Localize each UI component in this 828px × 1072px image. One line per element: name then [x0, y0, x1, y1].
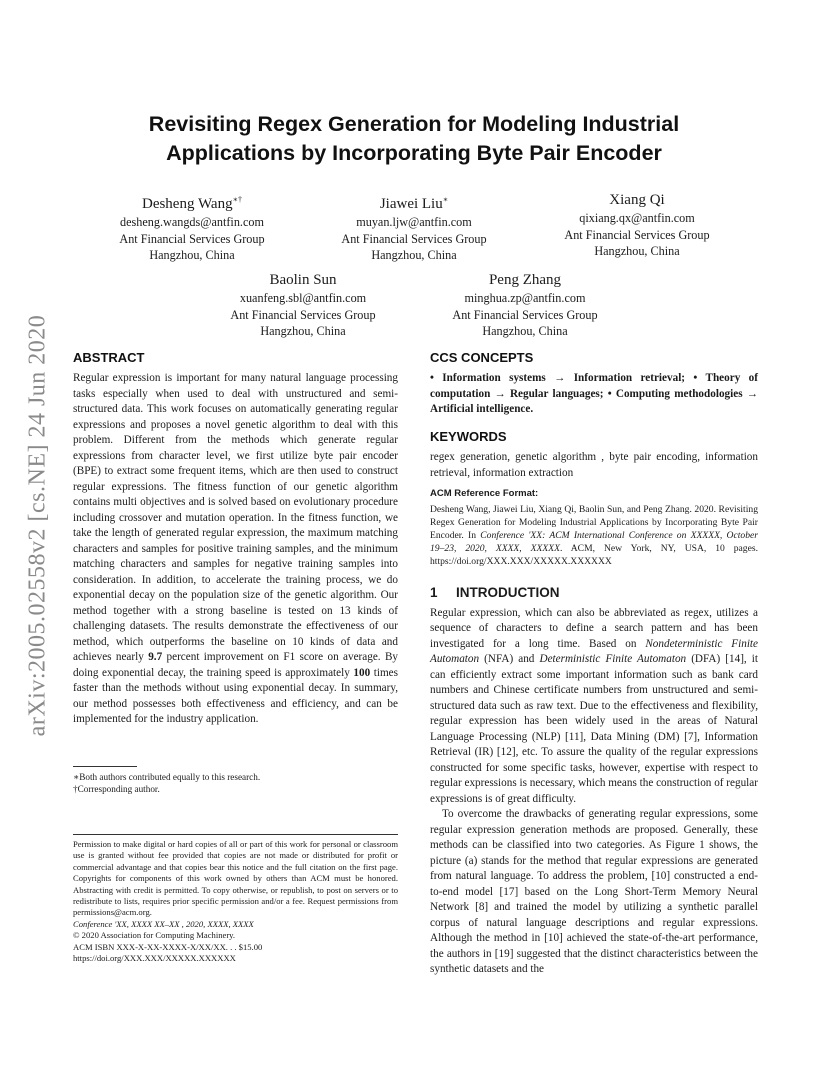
- footnote-rule: [73, 766, 137, 767]
- author-block: [527, 190, 747, 260]
- keywords-text: regex generation, genetic algorithm , byte pair encoding, information retrieval, information extraction: [430, 451, 758, 479]
- conference-line: Conference 'XX, XXXX XX–XX , 2020, XXXX, XXXX: [73, 918, 254, 929]
- acm-reference: [430, 487, 758, 568]
- author-name: Xiang Qi: [609, 192, 665, 208]
- abstract-heading: ABSTRACT: [73, 350, 145, 365]
- permission-text: Permission to make digital or hard copies of all or part of this work for personal or classroom use is granted without fee provided that copies are not made or distributed for profit or commercial advantage and that copies bear this notice and the full citation on the first page. Copyrights for components of this work owned by others than ACM must be honored. Abstracting with credit is permitted. To copy otherwise, or republish, to post on servers or to redistribute to lists, requires prior specific permission and/or a fee. Request permissions from permissions@acm.org.: [73, 839, 398, 918]
- author-org: Ant Financial Services Group: [230, 307, 376, 322]
- abstract-section: [73, 349, 398, 728]
- author-block: [415, 270, 635, 340]
- author-org: Ant Financial Services Group: [341, 231, 487, 246]
- author-email: xuanfeng.sbl@antfin.com: [239, 291, 367, 305]
- author-mark: ∗†: [232, 195, 243, 204]
- permission-block: [73, 834, 398, 964]
- author-block: [304, 190, 524, 264]
- keywords-heading: KEYWORDS: [430, 429, 507, 444]
- author-city: Hangzhou, China: [594, 244, 680, 258]
- author-org: Ant Financial Services Group: [452, 307, 598, 322]
- paper-title: [100, 110, 728, 168]
- introduction-heading: 1 INTRODUCTION: [430, 585, 560, 600]
- author-city: Hangzhou, China: [149, 248, 235, 262]
- author-org: Ant Financial Services Group: [564, 227, 710, 242]
- intro-paragraph-1: Regular expression, which can also be abbreviated as regex, utilizes a sequence of characters to define a search pattern and has been investigated for a long time. Based on Nondeterministic Finite Automaton (NFA) and Deterministic Finite Automaton (DFA) [14], it can efficiently extract some important information such as bank card numbers and Chinese certificate numbers from unstructured and semi-structured data such as raw text. Due to the effectiveness and flexibility, regular expression has been widely used in the areas of Natural Language Processing (NLP) [11], Data Mining (DM) [7], Information Retrieval (IR) [12], etc. To assure the quality of the regular expressions constructed for some specific tasks, however, expertise with respect to regular expressions is necessary, which means the construction of regular expressions is of great difficulty.: [430, 606, 759, 805]
- author-block: [82, 190, 302, 264]
- author-city: Hangzhou, China: [260, 324, 346, 338]
- isbn-line: ACM ISBN XXX-X-XX-XXXX-X/XX/XX. . . $15.00: [73, 941, 263, 952]
- ccs-section: [430, 349, 758, 418]
- author-name: Baolin Sun: [269, 272, 337, 288]
- author-city: Hangzhou, China: [371, 248, 457, 262]
- acm-reference-text: Desheng Wang, Jiawei Liu, Xiang Qi, Baolin Sun, and Peng Zhang. 2020. Revisiting Regex Generation for Modeling Industrial Applications by Incorporating Byte Pair Encoder. In Conference 'XX: ACM International Conference on XXXXX, October 19–23, 2020, XXXX, XXXXX. ACM, New York, NY, USA, 10 pages. https://doi.org/XXX.XXX/XXXXX.XXXXXX: [430, 504, 758, 567]
- ccs-heading: CCS CONCEPTS: [430, 350, 534, 365]
- author-block: [193, 270, 413, 340]
- section-number: 1: [430, 585, 438, 600]
- acm-reference-heading: ACM Reference Format:: [430, 488, 539, 499]
- introduction-section: [430, 585, 758, 978]
- title-line-1: Revisiting Regex Generation for Modeling Industrial: [148, 112, 680, 136]
- author-name: Desheng Wang: [141, 196, 233, 212]
- keywords-section: [430, 428, 758, 481]
- author-name: Peng Zhang: [488, 272, 562, 288]
- permission-rule: [73, 834, 398, 835]
- author-city: Hangzhou, China: [482, 324, 568, 338]
- author-email: muyan.ljw@antfin.com: [356, 215, 472, 229]
- author-mark: ∗: [442, 195, 449, 204]
- title-line-2: Applications by Incorporating Byte Pair Encoder: [166, 141, 662, 165]
- author-org: Ant Financial Services Group: [119, 231, 265, 246]
- author-email: minghua.zp@antfin.com: [464, 291, 586, 305]
- ccs-text: • Information systems → Information retrieval; • Theory of computation → Regular languages; • Computing methodologies → Artificial intelligence.: [430, 372, 758, 415]
- footnote-corresponding: †Corresponding author.: [73, 784, 160, 795]
- footnote-equal: ∗Both authors contributed equally to this research.: [73, 772, 261, 782]
- abstract-text: Regular expression is important for many natural language processing tasks especially when used to deal with unstructured and semi-structured data. This work focuses on automatically generating regular expressions and proposes a novel genetic algorithm to deal with this problem. Different from the methods which generate regular expressions from character level, we first utilize byte pair encoder (BPE) to extract some frequent items, which are then used to construct regular expressions. The fitness function of our genetic algorithm contains multi objectives and is solved based on evolutionary procedure including crossover and mutation operation. In the fitness function, we take the length of generated regular expression, the maximum matching characters and samples for positive training samples, and the minimum matching characters and samples for negative training samples into consideration. In addition, to accelerate the training process, we do exponential decay on the population size of the genetic algorithm. Our method together with a strong baseline is tested on 13 kinds of challenging datasets. The results demonstrate the effectiveness of our method, which outperforms the baseline on 10 kinds of data and achieves nearly 9.7 percent improvement on F1 score on average. By doing exponential decay, the training speed is approximately 100 times faster than the methods without using exponential decay. In summary, our method possesses both effectiveness and efficiency, and can be implemented for the industry application.: [73, 372, 399, 725]
- author-email: desheng.wangds@antfin.com: [120, 215, 264, 229]
- intro-paragraph-2: To overcome the drawbacks of generating regular expressions, some regular expression generation methods are proposed. Generally, these methods can be classified into two categories. As Figure 1 shows, the picture (a) stands for the method that regular expressions are generated from natural language. To address the problem, [10] constructed a end-to-end model [17] based on the Long Short-Term Memory Neural Network [8] and trained the model by utilizing a synthetic parallel corpus of natural language descriptions and regular expressions. Although the method in [10] achieved the state-of-the-art performance, the authors in [19] suggested that the distinct characteristics between the synthetic datasets and the: [430, 808, 758, 975]
- doi-line: https://doi.org/XXX.XXX/XXXXX.XXXXXX: [73, 953, 236, 964]
- author-name: Jiawei Liu: [379, 196, 443, 212]
- author-footnotes: [73, 766, 398, 796]
- copyright-line: © 2020 Association for Computing Machinery.: [73, 930, 236, 941]
- author-email: qixiang.qx@antfin.com: [579, 211, 695, 225]
- arxiv-sidebar-stamp: arXiv:2005.02558v2 [cs.NE] 24 Jun 2020: [24, 314, 51, 736]
